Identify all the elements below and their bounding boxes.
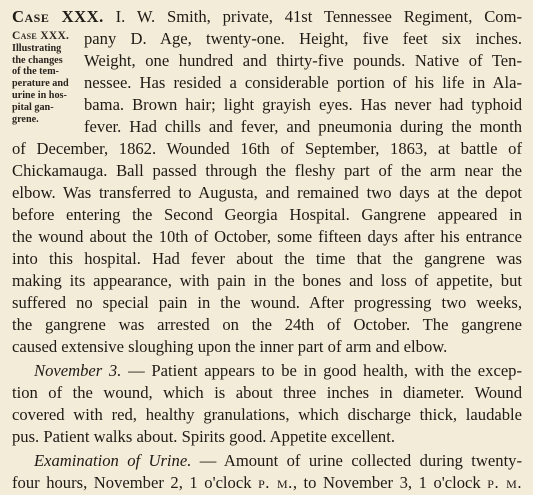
text-line: Weight, one hundred and thirty-five pounds. Native of Ten- [84,51,522,70]
text-line: elbow. Was transferred to Augusta, and remained two days at the depot [12,183,522,202]
margin-sidenote [12,31,82,125]
urine-exam-heading: Examination of Urine. [34,451,192,470]
sidenote-line: urine in hos- [12,89,67,101]
text-line: Case XXX. I. W. Smith, private, 41st Tennessee Regiment, Com- [12,7,523,26]
text-line: Chickamauga. Ball passed through the fleshy part of the arm near the [12,161,522,180]
sidenote-line: Illustrating [12,42,62,54]
text-line: nessee. Has resided a considerable portion of his life in Ala- [84,73,522,92]
text-line: pany D. Age, twenty-one. Height, five feet six inches. [84,29,522,48]
text-line: bama. Brown hair; light grayish eyes. Has never had typhoid [84,95,522,114]
text-line: covered with red, healthy granulations, which discharge thick, laudable [12,405,522,424]
text-line: suffered no special pain in the wound. After progressing two weeks, [12,293,522,312]
sidenote-line: pital gan- [12,101,54,113]
text-line: November 3. — Patient appears to be in good health, with the excep- [34,361,523,380]
text-line: making its appearance, with pain in the bones and loss of appetite, but [12,271,522,290]
text-line: into this hospital. Had fever about the time that the gangrene was [12,249,522,268]
text-line: of December, 1862. Wounded 16th of September, 1863, at battle of [12,139,522,158]
text-line: tion of the wound, which is about three inches in diameter. Wound [12,383,522,402]
text-line: caused extensive sloughing upon the inner part of arm and elbow. [12,337,448,356]
text-line: the wound about the 10th of October, some fifteen days after his entrance [12,227,522,246]
sidenote-line: of the tem- [12,66,59,78]
sidenote-title: Case XXX. [12,30,70,42]
case-heading: Case XXX. [12,7,104,26]
november-date: November 3. [34,361,122,380]
text-line: four hours, November 2, 1 o'clock p. m., to November 3, 1 o'clock p. m. [12,473,523,492]
text-line: before entering the Second Georgia Hospital. Gangrene appeared in [12,205,522,224]
sidenote-line: the changes [12,54,63,66]
text-line: pus. Patient walks about. Spirits good. Appetite excellent. [12,427,395,446]
text-line: Examination of Urine. — Amount of urine collected during twenty- [34,451,522,470]
text-line: fever. Had chills and fever, and pneumonia during the month [84,117,522,136]
sidenote-line: grene. [12,113,39,125]
text-line: the gangrene was arrested on the 24th of October. The gangrene [12,315,522,334]
sidenote-line: perature and [12,78,69,90]
